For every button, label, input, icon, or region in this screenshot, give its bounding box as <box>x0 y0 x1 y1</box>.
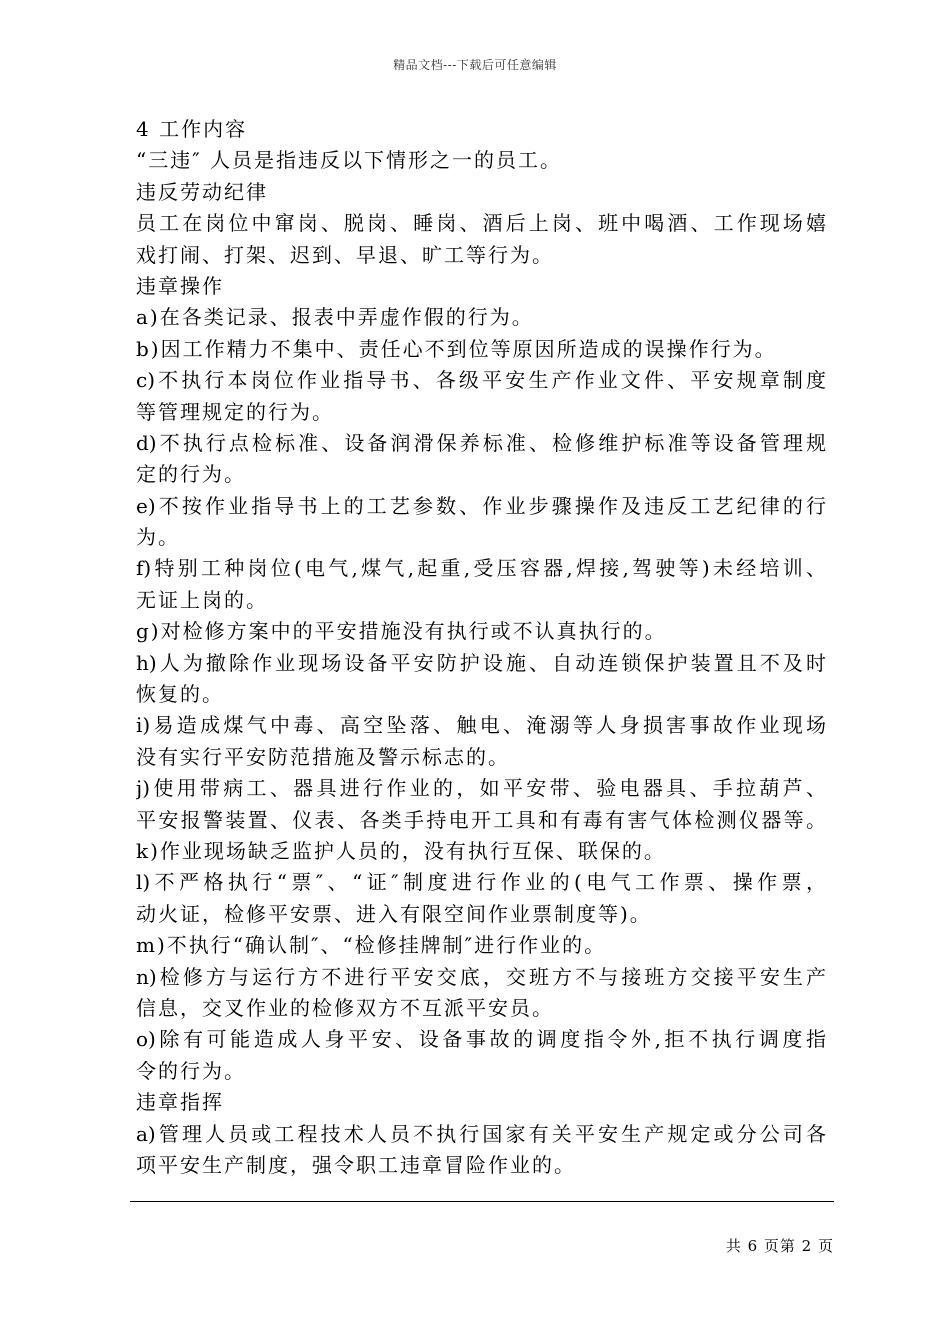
text-line: 为。 <box>136 525 180 550</box>
text-line: 信息，交叉作业的检修双方不互派平安员。 <box>136 995 554 1020</box>
text-line: h)人为撤除作业现场设备平安防护设施、自动连锁保护装置且不及时 <box>136 650 826 675</box>
text-line: f)特别工种岗位(电气,煤气,起重,受压容器,焊接,驾驶等)未经培训、 <box>136 556 826 581</box>
page-header: 精品文档---下载后可任意编辑 <box>393 58 557 72</box>
text-line: l)不严格执行“票″、“证″制度进行作业的(电气工作票、操作票， <box>136 870 826 895</box>
text-line: 违反劳动纪律 <box>136 179 268 204</box>
text-line: a)管理人员或工程技术人员不执行国家有关平安生产规定或分公司各 <box>136 1121 826 1146</box>
text-line: “三违″ 人员是指违反以下情形之一的员工。 <box>136 148 563 173</box>
text-line: 平安报警装置、仪表、各类手持电开工具和有毒有害气体检测仪器等。 <box>136 807 826 832</box>
text-line: e)不按作业指导书上的工艺参数、作业步骤操作及违反工艺纪律的行 <box>136 493 826 518</box>
text-line: a)在各类记录、报表中弄虚作假的行为。 <box>136 305 534 330</box>
text-line: 定的行为。 <box>136 462 246 487</box>
text-line: 违章指挥 <box>136 1090 224 1115</box>
text-line: 员工在岗位中窜岗、脱岗、睡岗、酒后上岗、班中喝酒、工作现场嬉 <box>136 211 826 236</box>
text-line: i)易造成煤气中毒、高空坠落、触电、淹溺等人身损害事故作业现场 <box>136 713 826 738</box>
document-body <box>136 114 826 1181</box>
text-line: 4 工作内容 <box>136 117 248 141</box>
text-line: 没有实行平安防范措施及警示标志的。 <box>136 744 510 769</box>
text-line: k)作业现场缺乏监护人员的，没有执行互保、联保的。 <box>136 838 666 863</box>
text-line: 无证上岗的。 <box>136 587 268 612</box>
text-line: 违章操作 <box>136 273 224 298</box>
page-number: 共 6 页第 2 页 <box>725 1237 834 1255</box>
text-line: 令的行为。 <box>136 1058 246 1083</box>
text-line: 戏打闹、打架、迟到、早退、旷工等行为。 <box>136 242 554 267</box>
text-line: j)使用带病工、器具进行作业的，如平安带、验电器具、手拉葫芦、 <box>136 776 826 801</box>
text-line: c)不执行本岗位作业指导书、各级平安生产作业文件、平安规章制度 <box>136 368 826 393</box>
text-line: 恢复的。 <box>136 682 224 707</box>
text-line: 等管理规定的行为。 <box>136 399 334 424</box>
text-line: 项平安生产制度，强令职工违章冒险作业的。 <box>136 1152 576 1177</box>
text-line: g)对检修方案中的平安措施没有执行或不认真执行的。 <box>136 619 667 644</box>
text-line: n)检修方与运行方不进行平安交底，交班方不与接班方交接平安生产 <box>136 964 826 989</box>
text-line: o)除有可能造成人身平安、设备事故的调度指令外,拒不执行调度指 <box>136 1027 826 1052</box>
text-line: d)不执行点检标准、设备润滑保养标准、检修维护标准等设备管理规 <box>136 430 826 455</box>
footer-divider <box>130 1201 834 1202</box>
text-line: b)因工作精力不集中、责任心不到位等原因所造成的误操作行为。 <box>136 336 777 361</box>
text-line: m)不执行“确认制″、“检修挂牌制″进行作业的。 <box>136 933 607 958</box>
text-line: 动火证，检修平安票、进入有限空间作业票制度等)。 <box>136 901 652 926</box>
